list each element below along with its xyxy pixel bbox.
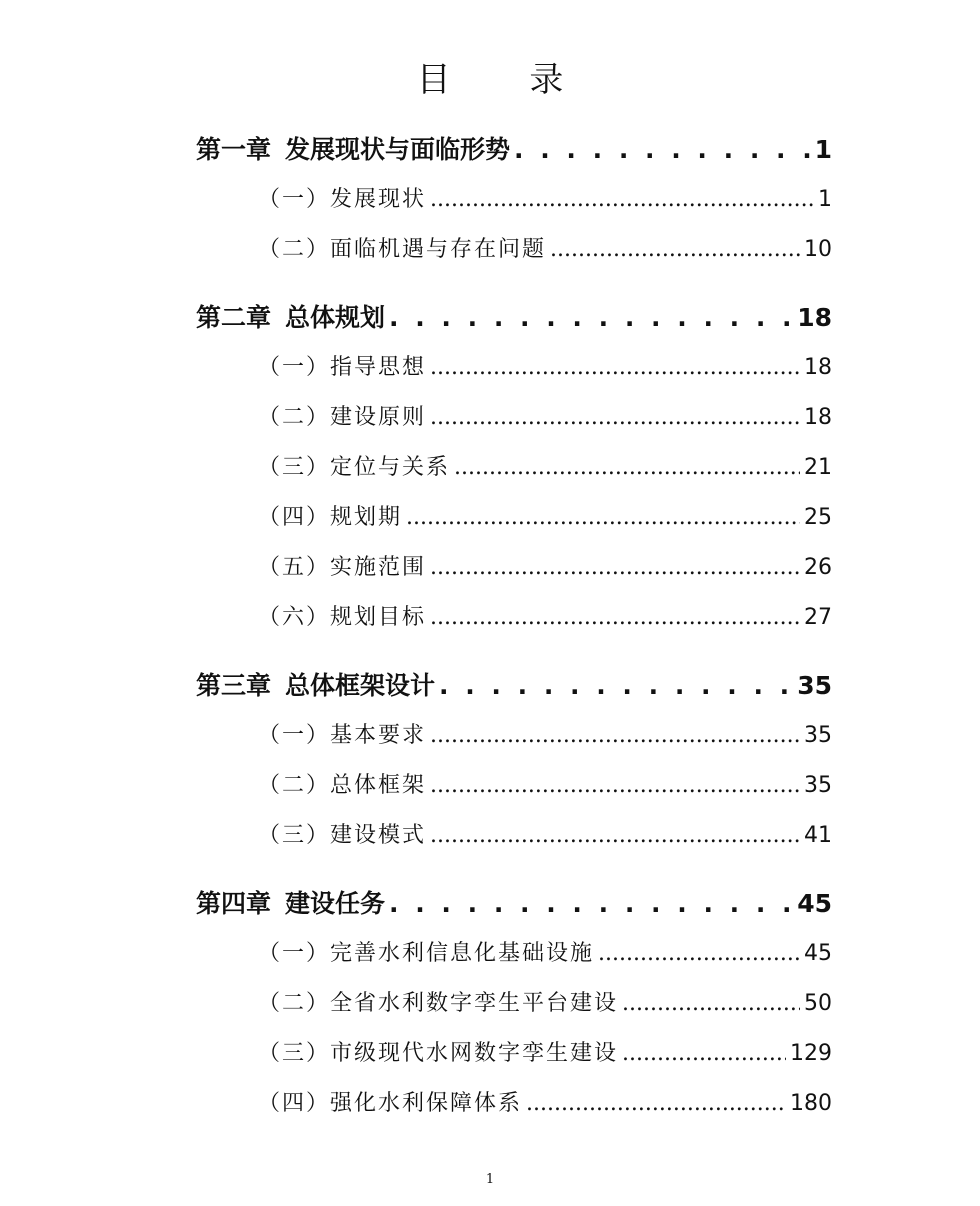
toc-section[interactable] <box>258 550 832 581</box>
toc-chapter-4[interactable] <box>196 884 832 920</box>
section-label: （四）规划期 <box>258 505 403 530</box>
section-label: （六）规划目标 <box>258 605 427 630</box>
toc-section[interactable] <box>258 600 832 631</box>
section-label: （五）实施范围 <box>258 555 427 580</box>
section-page: 10 <box>804 237 832 262</box>
chapter-title: 建设任务 <box>285 889 386 918</box>
section-page: 25 <box>804 505 832 530</box>
section-label: （二）总体框架 <box>258 773 427 798</box>
dot-leader <box>430 555 800 580</box>
section-label: （一）发展现状 <box>258 187 427 212</box>
dot-leader <box>514 135 811 164</box>
section-page: 26 <box>804 555 832 580</box>
dot-leader <box>389 889 793 918</box>
section-label: （三）市级现代水网数字孪生建设 <box>258 1041 619 1066</box>
section-label: （一）基本要求 <box>258 723 427 748</box>
section-page: 35 <box>804 773 832 798</box>
toc-chapter-3[interactable] <box>196 666 832 702</box>
toc-section[interactable] <box>258 450 832 481</box>
dot-leader <box>389 303 793 332</box>
section-label: （二）面临机遇与存在问题 <box>258 237 547 262</box>
chapter-page: 18 <box>797 303 832 332</box>
section-page: 1 <box>818 187 832 212</box>
toc-title: 目 录 <box>416 60 598 100</box>
toc-section[interactable] <box>258 718 832 749</box>
toc-chapter-1[interactable] <box>196 130 832 166</box>
section-label: （三）定位与关系 <box>258 455 451 480</box>
dot-leader <box>430 405 800 430</box>
chapter-page: 1 <box>814 135 832 164</box>
section-page: 21 <box>804 455 832 480</box>
section-page: 35 <box>804 723 832 748</box>
dot-leader <box>430 605 800 630</box>
dot-leader <box>598 941 800 966</box>
toc-section[interactable] <box>258 818 832 849</box>
section-label: （三）建设模式 <box>258 823 427 848</box>
chapter-page: 35 <box>797 671 832 700</box>
section-page: 27 <box>804 605 832 630</box>
dot-leader <box>526 1091 786 1116</box>
section-page: 18 <box>804 355 832 380</box>
chapter-title: 总体规划 <box>285 303 386 332</box>
chapter-title: 总体框架设计 <box>285 671 436 700</box>
section-label: （二）全省水利数字孪生平台建设 <box>258 991 619 1016</box>
section-label: （二）建设原则 <box>258 405 427 430</box>
dot-leader <box>622 991 800 1016</box>
dot-leader <box>430 823 800 848</box>
section-page: 180 <box>790 1091 832 1116</box>
toc-chapter-2[interactable] <box>196 298 832 334</box>
dot-leader <box>406 505 800 530</box>
section-label: （一）完善水利信息化基础设施 <box>258 941 595 966</box>
toc-section[interactable] <box>258 1036 832 1067</box>
toc-section[interactable] <box>258 936 832 967</box>
toc-section[interactable] <box>258 500 832 531</box>
chapter-title: 发展现状与面临形势 <box>285 135 511 164</box>
dot-leader <box>430 773 800 798</box>
section-page: 41 <box>804 823 832 848</box>
section-label: （一）指导思想 <box>258 355 427 380</box>
section-page: 129 <box>790 1041 832 1066</box>
chapter-number: 第四章 <box>196 889 272 918</box>
chapter-page: 45 <box>797 889 832 918</box>
toc-section[interactable] <box>258 350 832 381</box>
dot-leader <box>454 455 800 480</box>
toc-section[interactable] <box>258 986 832 1017</box>
toc-section[interactable] <box>258 768 832 799</box>
dot-leader <box>622 1041 786 1066</box>
dot-leader <box>430 355 800 380</box>
dot-leader <box>550 237 800 262</box>
section-page: 50 <box>804 991 832 1016</box>
chapter-number: 第一章 <box>196 135 272 164</box>
chapter-number: 第二章 <box>196 303 272 332</box>
dot-leader <box>439 671 793 700</box>
section-page: 18 <box>804 405 832 430</box>
section-label: （四）强化水利保障体系 <box>258 1091 523 1116</box>
dot-leader <box>430 187 814 212</box>
dot-leader <box>430 723 800 748</box>
toc-section[interactable] <box>258 400 832 431</box>
toc-section[interactable] <box>258 232 832 263</box>
toc-section[interactable] <box>258 182 832 213</box>
section-page: 45 <box>804 941 832 966</box>
toc-section[interactable] <box>258 1086 832 1117</box>
page-number: 1 <box>485 1172 495 1187</box>
chapter-number: 第三章 <box>196 671 272 700</box>
